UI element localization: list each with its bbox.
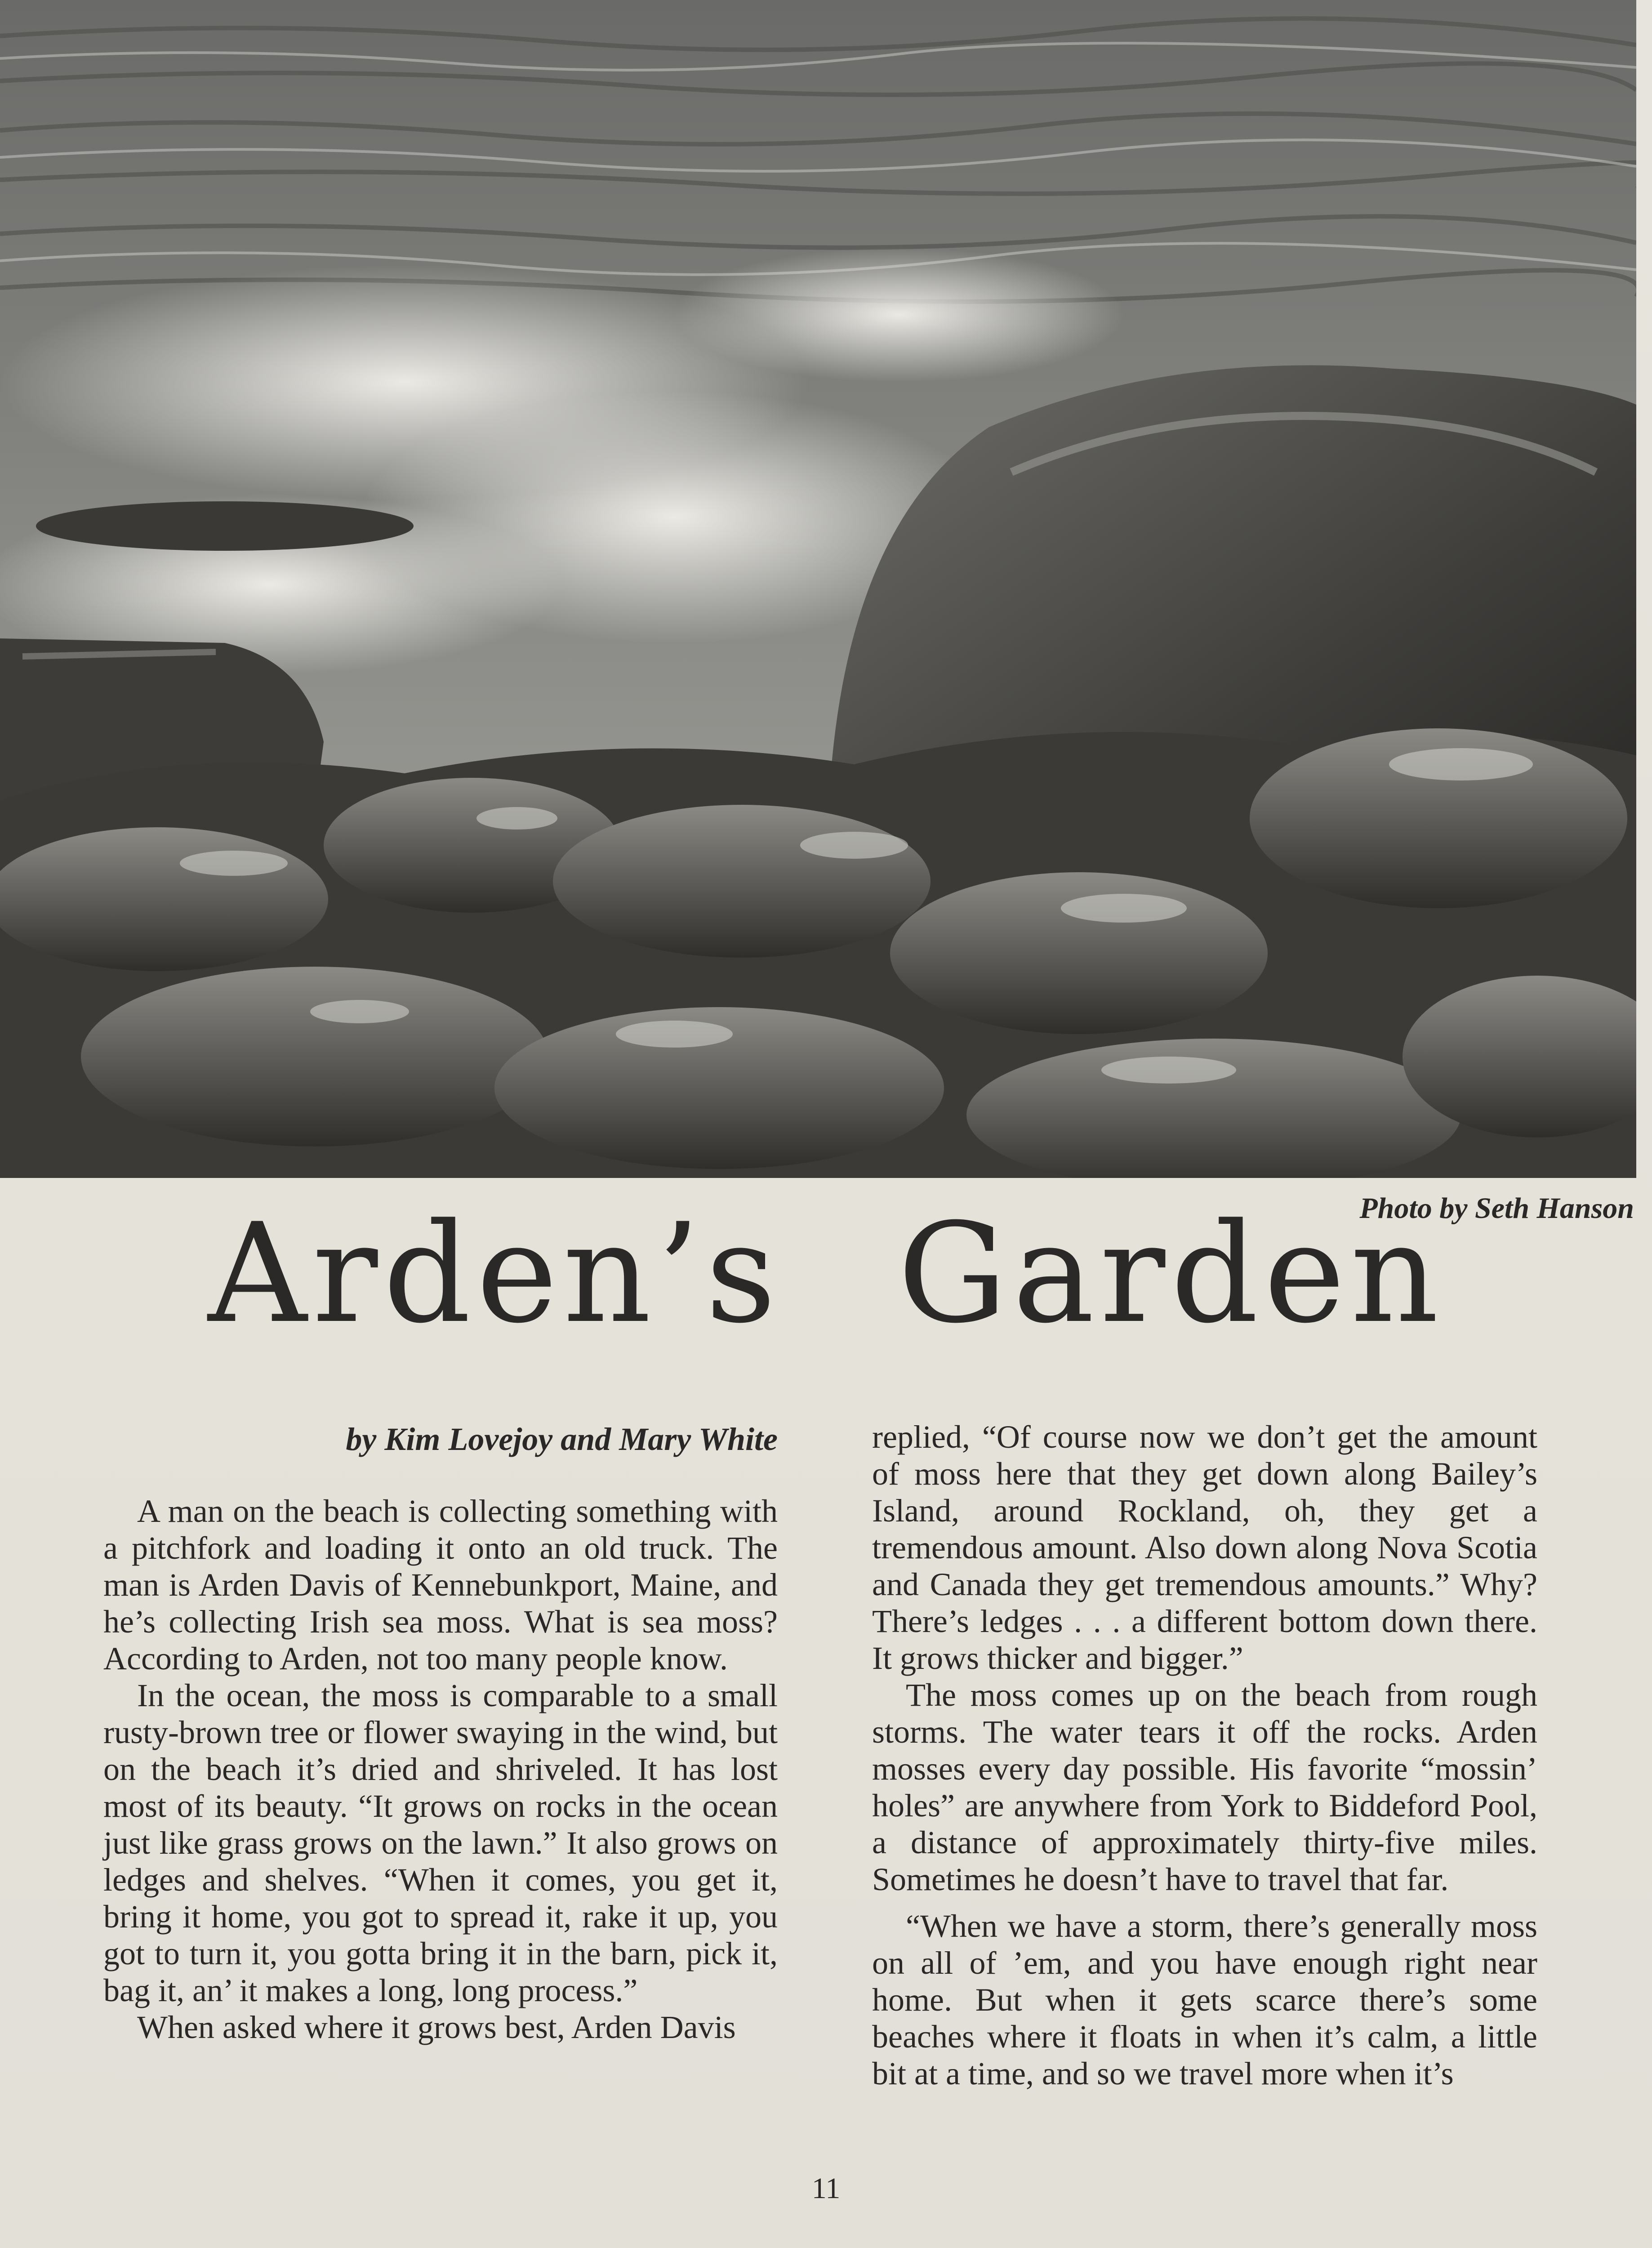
paragraph: In the ocean, the moss is comparable to a small rusty-brown tree or flower swaying in the wind, but on the beach it’s dried and shriveled. It has lost most of its beauty. “It grows on rocks in the ocean just like grass grows on the lawn.” It also grows on ledges and shelves. “When it comes, you get it, bring it home, you got to spread it, rake it up, you got to turn it, you gotta bring it in the barn, pick it, bag it, an’ it makes a long, long process.”	[103, 1677, 778, 2008]
paragraph: The moss comes up on the beach from rough storms. The water tears it off the rocks. Arden mosses every day possible. His favorite “mossin’ holes” are anywhere from York to Biddeford Pool, a distance of approximately thirty-five miles. Sometimes he doesn’t have to travel that far.	[872, 1677, 1537, 1897]
byline: by Kim Lovejoy and Mary White	[346, 1421, 778, 1457]
article-title: Arden’s Garden	[208, 1194, 1444, 1353]
paragraph: “When we have a storm, there’s generally moss on all of ’em, and you have enough right near home. But when it gets scarce there’s some beaches where it floats in when it’s calm, a little bit at a time, and so we travel more when it’s	[872, 1908, 1537, 2092]
page-number: 11	[811, 2172, 841, 2205]
paragraph: When asked where it grows best, Arden Davis	[137, 2009, 736, 2045]
right-column	[872, 1418, 1537, 2092]
paragraph: A man on the beach is collecting something with a pitchfork and loading it onto an old truck. The man is Arden Davis of Kennebunkport, Maine, and he’s collecting Irish sea moss. What is sea moss? According to Arden, not too many people know.	[103, 1493, 778, 1677]
photo-credit: Photo by Seth Hanson	[1359, 1192, 1634, 1225]
paragraph: replied, “Of course now we don’t get the amount of moss here that they get down along Bailey’s Island, around Rockland, oh, they get a tremendous amount. Also down along Nova Scotia and Canada they get tremendous amounts.” Why? There’s ledges . . . a different bottom down there. It grows thicker and bigger.”	[872, 1419, 1537, 1676]
left-column	[103, 1493, 778, 2046]
